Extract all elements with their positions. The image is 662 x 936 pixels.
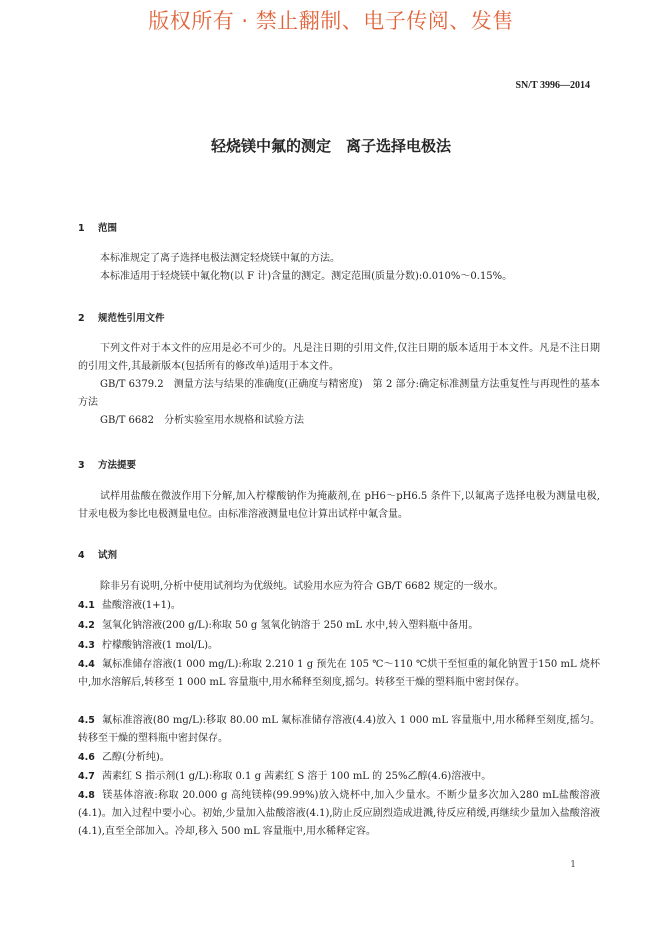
list-item <box>78 656 600 692</box>
item-number: 4.1 <box>78 600 95 611</box>
section-title: 范围 <box>98 223 118 234</box>
section-number: 2 <box>78 313 85 324</box>
item-text: 氢氧化钠溶液(200 g/L):称取 50 g 氢氧化钠溶于 250 mL 水中,转入塑料瓶中备用。 <box>102 620 479 631</box>
item-text: 盐酸溶液(1+1)。 <box>102 600 181 611</box>
section-number: 3 <box>78 460 85 471</box>
item-number: 4.3 <box>78 640 95 651</box>
list-item <box>78 749 600 767</box>
list-item <box>78 712 600 748</box>
standard-number: SN/T 3996—2014 <box>515 80 590 91</box>
item-number: 4.4 <box>78 659 95 670</box>
list-item <box>78 597 600 615</box>
section-heading <box>78 457 136 471</box>
paragraph: 除非另有说明,分析中使用试剂均为优级纯。试验用水应为符合 GB/T 6682 规定的一级水。 <box>100 581 504 592</box>
reference-entry: GB/T 6682 分析实验室用水规格和试验方法 <box>100 415 305 426</box>
section-title: 方法提要 <box>98 460 137 471</box>
page-number: 1 <box>570 860 576 870</box>
section-title: 规范性引用文件 <box>98 313 165 324</box>
document-title: 轻烧镁中氟的测定 离子选择电极法 <box>210 137 451 155</box>
paragraph: 下列文件对于本文件的应用是必不可少的。凡是注日期的引用文件,仅注日期的版本适用于本文件。凡是不注日期的引用文件,其最新版本(包括所有的修改单)适用于本文件。 <box>78 343 600 372</box>
list-item <box>78 637 600 655</box>
list-item <box>78 768 600 786</box>
paragraph: 试样用盐酸在微波作用下分解,加入柠檬酸钠作为掩蔽剂,在 pH6～pH6.5 条件下,以氟离子选择电极为测量电极,甘汞电极为参比电极测量电位。由标准溶液测量电位计算出试样中氟含量。 <box>78 491 600 520</box>
copyright-watermark: 版权所有 · 禁止翻制、电子传阅、发售 <box>148 9 514 33</box>
item-text: 柠檬酸钠溶液(1 mol/L)。 <box>102 640 219 651</box>
item-number: 4.2 <box>78 620 95 631</box>
section-heading <box>78 310 165 324</box>
item-number: 4.6 <box>78 752 95 763</box>
reference-entry: GB/T 6379.2 测量方法与结果的准确度(正确度与精密度) 第 2 部分:确定标准测量方法重复性与再现性的基本方法 <box>78 379 600 408</box>
section-title: 试剂 <box>98 550 118 561</box>
item-text: 茜素红 S 指示剂(1 g/L):称取 0.1 g 茜素红 S 溶于 100 mL 的 25%乙醇(4.6)溶液中。 <box>102 771 492 782</box>
item-number: 4.5 <box>78 715 95 726</box>
item-number: 4.7 <box>78 771 95 782</box>
list-item <box>78 787 600 841</box>
paragraph: 本标准规定了离子选择电极法测定轻烧镁中氟的方法。 <box>100 253 340 264</box>
section-number: 4 <box>78 550 85 561</box>
item-text: 氟标准储存溶液(1 000 mg/L):称取 2.210 1 g 预先在 105 ℃～110 ℃烘干至恒重的氟化钠置于150 mL 烧杯中,加水溶解后,转移至 1 000 mL 容量瓶中,用水稀释至刻度,摇匀。转移至干燥的塑料瓶中密封保存。 <box>78 659 600 688</box>
item-text: 氟标准溶液(80 mg/L):移取 80.00 mL 氟标准储存溶液(4.4)放入 1 000 mL 容量瓶中,用水稀释至刻度,摇匀。转移至干燥的塑料瓶中密封保存。 <box>78 715 600 744</box>
item-number: 4.8 <box>78 790 95 801</box>
section-heading <box>78 547 117 561</box>
list-item <box>78 617 600 635</box>
paragraph: 本标准适用于轻烧镁中氟化物(以 F 计)含量的测定。测定范围(质量分数):0.010%～0.15%。 <box>100 271 513 282</box>
item-text: 镁基体溶液:称取 20.000 g 高纯镁棒(99.99%)放入烧杯中,加入少量水。不断少量多次加入280 mL盐酸溶液(4.1)。加入过程中要小心。初始,少量加入盐酸溶液(4.1),防止反应剧烈造成进溅,待反应稍缓,再继续少量加入盐酸溶液(4.1),直至全部加入。冷却,移入 500 mL 容量瓶中,用水稀释定容。 <box>78 790 600 837</box>
item-text: 乙醇(分析纯)。 <box>102 752 170 763</box>
section-number: 1 <box>78 223 85 234</box>
section-heading <box>78 220 117 234</box>
